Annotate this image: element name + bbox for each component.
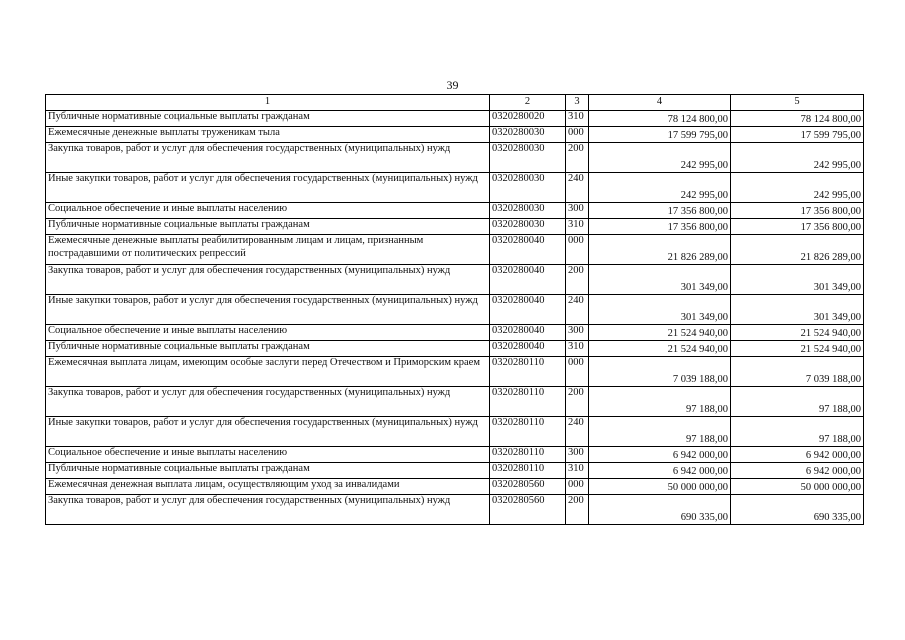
cell-vr-code: 300 (566, 447, 589, 463)
cell-csr-code: 0320280030 (490, 203, 566, 219)
cell-sum-2: 21 524 940,00 (731, 325, 864, 341)
cell-vr-code: 000 (566, 127, 589, 143)
cell-sum-1: 242 995,00 (589, 143, 731, 173)
cell-sum-2: 50 000 000,00 (731, 479, 864, 495)
cell-name: Иные закупки товаров, работ и услуг для обеспечения государственных (муниципальных) нужд (46, 295, 490, 325)
cell-sum-2: 97 188,00 (731, 417, 864, 447)
cell-sum-1: 97 188,00 (589, 417, 731, 447)
cell-name: Закупка товаров, работ и услуг для обеспечения государственных (муниципальных) нужд (46, 143, 490, 173)
table-body (46, 111, 864, 525)
table-row (46, 219, 864, 235)
cell-csr-code: 0320280030 (490, 173, 566, 203)
cell-csr-code: 0320280030 (490, 143, 566, 173)
cell-csr-code: 0320280110 (490, 463, 566, 479)
header-cell-sum2: 5 (731, 95, 864, 111)
header-row (46, 95, 864, 111)
header-cell-name: 1 (46, 95, 490, 111)
cell-sum-1: 50 000 000,00 (589, 479, 731, 495)
header-cell-vr: 3 (566, 95, 589, 111)
table-row (46, 463, 864, 479)
table-row (46, 357, 864, 387)
cell-sum-1: 17 356 800,00 (589, 219, 731, 235)
cell-name: Закупка товаров, работ и услуг для обеспечения государственных (муниципальных) нужд (46, 495, 490, 525)
table-row (46, 447, 864, 463)
cell-sum-2: 6 942 000,00 (731, 463, 864, 479)
cell-name: Социальное обеспечение и иные выплаты населению (46, 447, 490, 463)
cell-sum-1: 21 826 289,00 (589, 235, 731, 265)
cell-vr-code: 300 (566, 325, 589, 341)
cell-vr-code: 200 (566, 387, 589, 417)
cell-name: Публичные нормативные социальные выплаты гражданам (46, 111, 490, 127)
cell-vr-code: 200 (566, 495, 589, 525)
cell-csr-code: 0320280110 (490, 447, 566, 463)
header-cell-sum1: 4 (589, 95, 731, 111)
table-row (46, 495, 864, 525)
cell-sum-2: 17 356 800,00 (731, 203, 864, 219)
cell-sum-1: 21 524 940,00 (589, 325, 731, 341)
cell-sum-1: 7 039 188,00 (589, 357, 731, 387)
cell-sum-1: 17 356 800,00 (589, 203, 731, 219)
cell-sum-1: 17 599 795,00 (589, 127, 731, 143)
cell-sum-2: 690 335,00 (731, 495, 864, 525)
cell-sum-2: 17 356 800,00 (731, 219, 864, 235)
cell-sum-1: 242 995,00 (589, 173, 731, 203)
cell-sum-1: 690 335,00 (589, 495, 731, 525)
table-row (46, 341, 864, 357)
cell-vr-code: 200 (566, 143, 589, 173)
cell-csr-code: 0320280030 (490, 127, 566, 143)
table-row (46, 127, 864, 143)
cell-csr-code: 0320280030 (490, 219, 566, 235)
cell-name: Иные закупки товаров, работ и услуг для обеспечения государственных (муниципальных) нужд (46, 417, 490, 447)
table-row (46, 173, 864, 203)
table-row (46, 295, 864, 325)
table-row (46, 235, 864, 265)
cell-csr-code: 0320280110 (490, 387, 566, 417)
cell-sum-2: 242 995,00 (731, 173, 864, 203)
cell-sum-1: 6 942 000,00 (589, 447, 731, 463)
cell-vr-code: 310 (566, 111, 589, 127)
cell-sum-2: 78 124 800,00 (731, 111, 864, 127)
cell-name: Ежемесячные денежные выплаты труженикам тыла (46, 127, 490, 143)
cell-sum-1: 97 188,00 (589, 387, 731, 417)
cell-name: Ежемесячные денежные выплаты реабилитированным лицам и лицам, признанным пострадавшими от политических репрессий (46, 235, 490, 265)
cell-name: Иные закупки товаров, работ и услуг для обеспечения государственных (муниципальных) нужд (46, 173, 490, 203)
cell-vr-code: 310 (566, 219, 589, 235)
cell-name: Ежемесячная выплата лицам, имеющим особые заслуги перед Отечеством и Приморским краем (46, 357, 490, 387)
cell-sum-1: 301 349,00 (589, 265, 731, 295)
cell-name: Социальное обеспечение и иные выплаты населению (46, 203, 490, 219)
cell-csr-code: 0320280110 (490, 417, 566, 447)
cell-vr-code: 300 (566, 203, 589, 219)
cell-vr-code: 240 (566, 295, 589, 325)
table-row (46, 479, 864, 495)
cell-vr-code: 310 (566, 341, 589, 357)
cell-sum-2: 242 995,00 (731, 143, 864, 173)
table-row (46, 417, 864, 447)
header-cell-csr: 2 (490, 95, 566, 111)
cell-name: Публичные нормативные социальные выплаты гражданам (46, 219, 490, 235)
cell-sum-1: 6 942 000,00 (589, 463, 731, 479)
cell-csr-code: 0320280560 (490, 495, 566, 525)
cell-csr-code: 0320280560 (490, 479, 566, 495)
cell-vr-code: 240 (566, 173, 589, 203)
cell-sum-1: 21 524 940,00 (589, 341, 731, 357)
cell-sum-2: 21 826 289,00 (731, 235, 864, 265)
cell-vr-code: 000 (566, 235, 589, 265)
cell-vr-code: 240 (566, 417, 589, 447)
cell-name: Социальное обеспечение и иные выплаты населению (46, 325, 490, 341)
cell-csr-code: 0320280110 (490, 357, 566, 387)
cell-vr-code: 000 (566, 479, 589, 495)
cell-name: Ежемесячная денежная выплата лицам, осуществляющим уход за инвалидами (46, 479, 490, 495)
budget-table (45, 94, 864, 525)
cell-name: Закупка товаров, работ и услуг для обеспечения государственных (муниципальных) нужд (46, 387, 490, 417)
cell-csr-code: 0320280040 (490, 265, 566, 295)
cell-vr-code: 310 (566, 463, 589, 479)
cell-sum-2: 7 039 188,00 (731, 357, 864, 387)
cell-sum-2: 17 599 795,00 (731, 127, 864, 143)
cell-csr-code: 0320280040 (490, 235, 566, 265)
cell-sum-2: 301 349,00 (731, 295, 864, 325)
cell-name: Публичные нормативные социальные выплаты гражданам (46, 463, 490, 479)
table-row (46, 265, 864, 295)
cell-name: Публичные нормативные социальные выплаты гражданам (46, 341, 490, 357)
cell-sum-2: 97 188,00 (731, 387, 864, 417)
cell-vr-code: 000 (566, 357, 589, 387)
cell-csr-code: 0320280020 (490, 111, 566, 127)
table-row (46, 143, 864, 173)
cell-sum-2: 301 349,00 (731, 265, 864, 295)
cell-sum-2: 6 942 000,00 (731, 447, 864, 463)
cell-csr-code: 0320280040 (490, 341, 566, 357)
cell-sum-1: 78 124 800,00 (589, 111, 731, 127)
table-row (46, 325, 864, 341)
cell-vr-code: 200 (566, 265, 589, 295)
cell-name: Закупка товаров, работ и услуг для обеспечения государственных (муниципальных) нужд (46, 265, 490, 295)
cell-csr-code: 0320280040 (490, 295, 566, 325)
table-row (46, 203, 864, 219)
table-row (46, 387, 864, 417)
cell-sum-1: 301 349,00 (589, 295, 731, 325)
cell-sum-2: 21 524 940,00 (731, 341, 864, 357)
cell-csr-code: 0320280040 (490, 325, 566, 341)
table-row (46, 111, 864, 127)
page-number: 39 (446, 78, 459, 92)
